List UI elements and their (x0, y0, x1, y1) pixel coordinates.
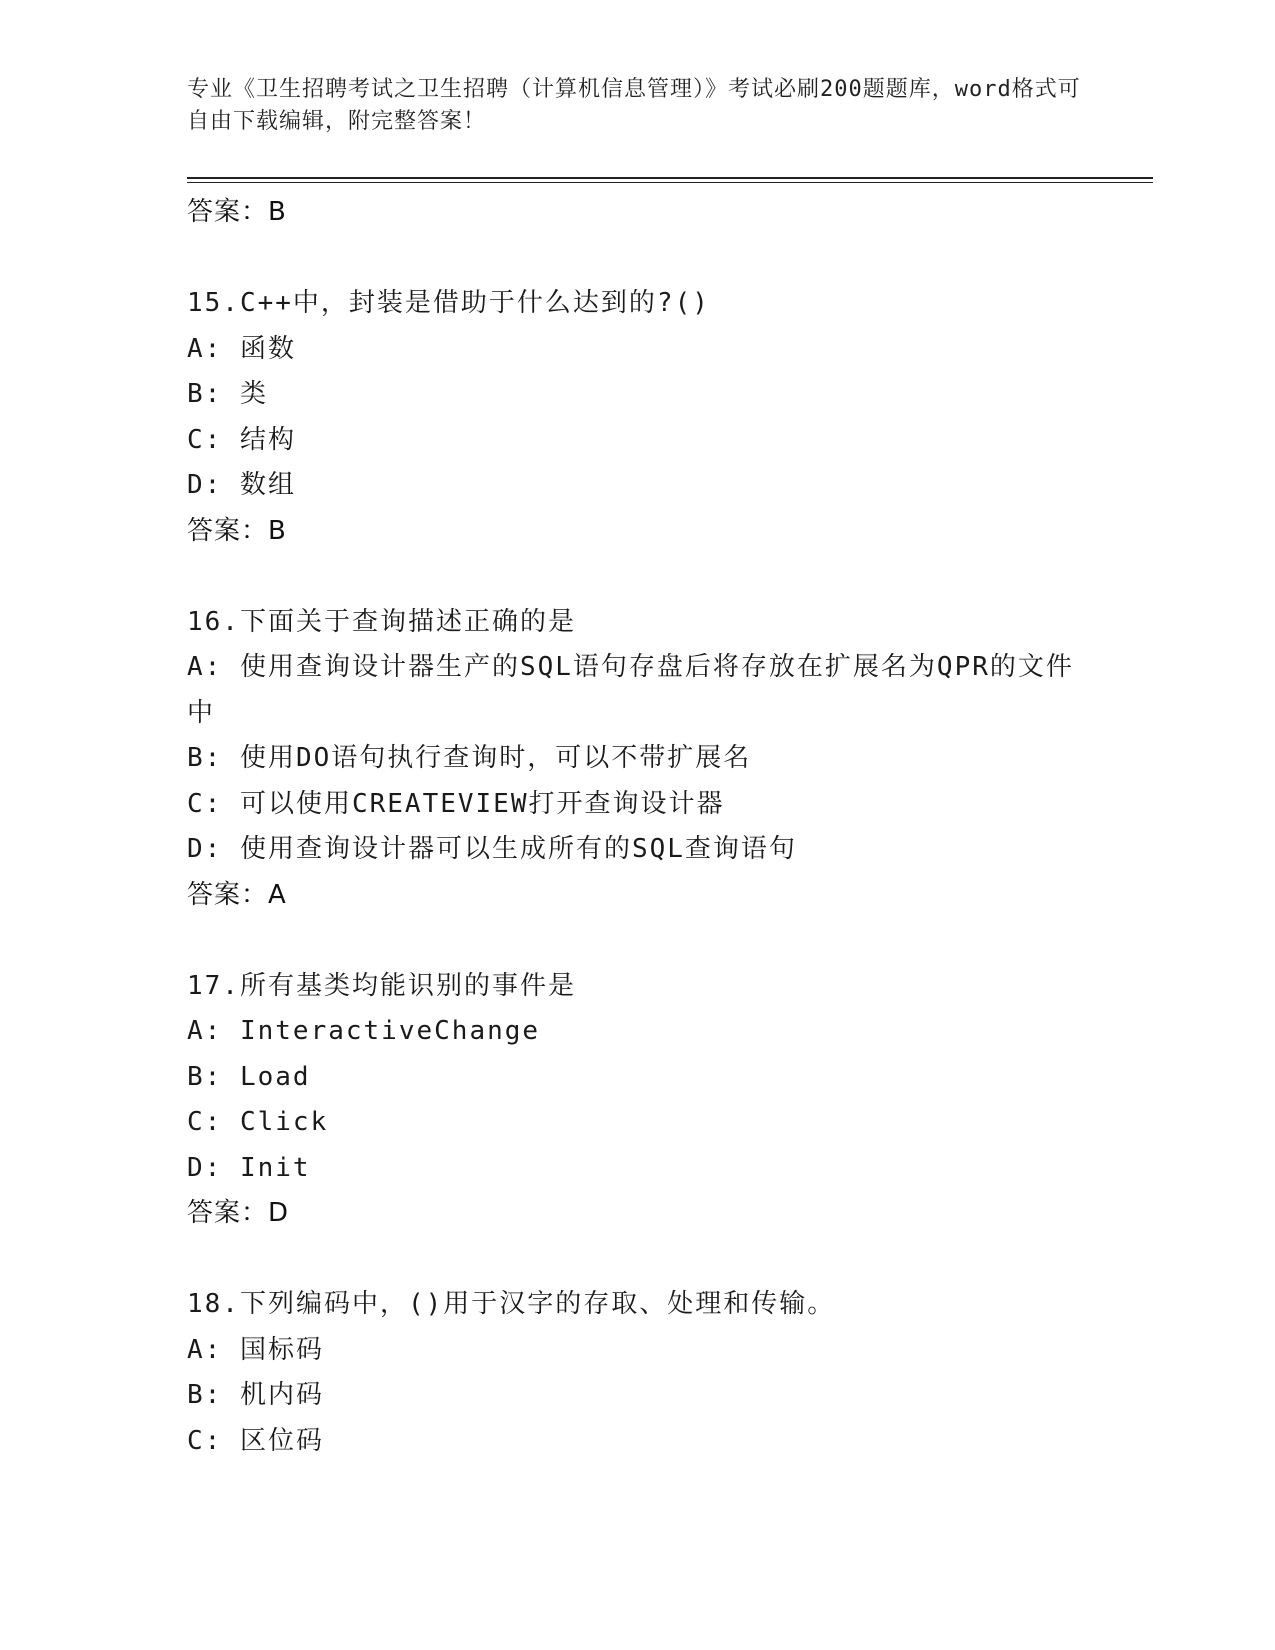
header-note: 专业《卫生招聘考试之卫生招聘（计算机信息管理）》考试必刷200题题库，word格式可自由下载编辑，附完整答案！ (187, 77, 1081, 134)
option-a: A: InteractiveChange (187, 1016, 541, 1046)
option-b: B: 类 (187, 379, 268, 409)
answer-line: 答案：D (187, 1198, 290, 1228)
option-d: D: Init (187, 1152, 311, 1183)
option-a: A: 函数 (187, 333, 296, 364)
question-list (187, 190, 1087, 1464)
header-divider-thick (187, 177, 1153, 179)
option-b: B: 机内码 (187, 1380, 324, 1410)
spacer (187, 554, 1087, 600)
header-divider-thin (187, 182, 1153, 183)
spacer (187, 235, 1087, 281)
option-c: C: 结构 (187, 424, 296, 455)
option-c: C: 可以使用CREATEVIEW打开查询设计器 (187, 788, 725, 819)
option-b: B: Load (187, 1061, 311, 1092)
question-stem: 15.C++中，封装是借助于什么达到的?() (187, 288, 710, 318)
option-d: D: 使用查询设计器可以生成所有的SQL查询语句 (187, 834, 797, 864)
spacer (187, 918, 1087, 964)
answer-line: 答案：B (187, 515, 287, 546)
option-a: A: 国标码 (187, 1334, 324, 1365)
option-b: B: 使用DO语句执行查询时，可以不带扩展名 (187, 743, 752, 773)
question-stem: 17.所有基类均能识别的事件是 (187, 970, 576, 1001)
option-c: C: 区位码 (187, 1425, 324, 1456)
answer-line: 答案：A (187, 879, 287, 910)
question-stem: 16.下面关于查询描述正确的是 (187, 606, 576, 637)
question-stem: 18.下列编码中，()用于汉字的存取、处理和传输。 (187, 1289, 836, 1319)
option-d: D: 数组 (187, 470, 296, 500)
previous-answer: 答案：B (187, 197, 287, 227)
option-a: A: 使用查询设计器生产的SQL语句存盘后将存放在扩展名为QPR的文件中 (187, 652, 1074, 728)
spacer (187, 1236, 1087, 1282)
option-c: C: Click (187, 1107, 329, 1137)
